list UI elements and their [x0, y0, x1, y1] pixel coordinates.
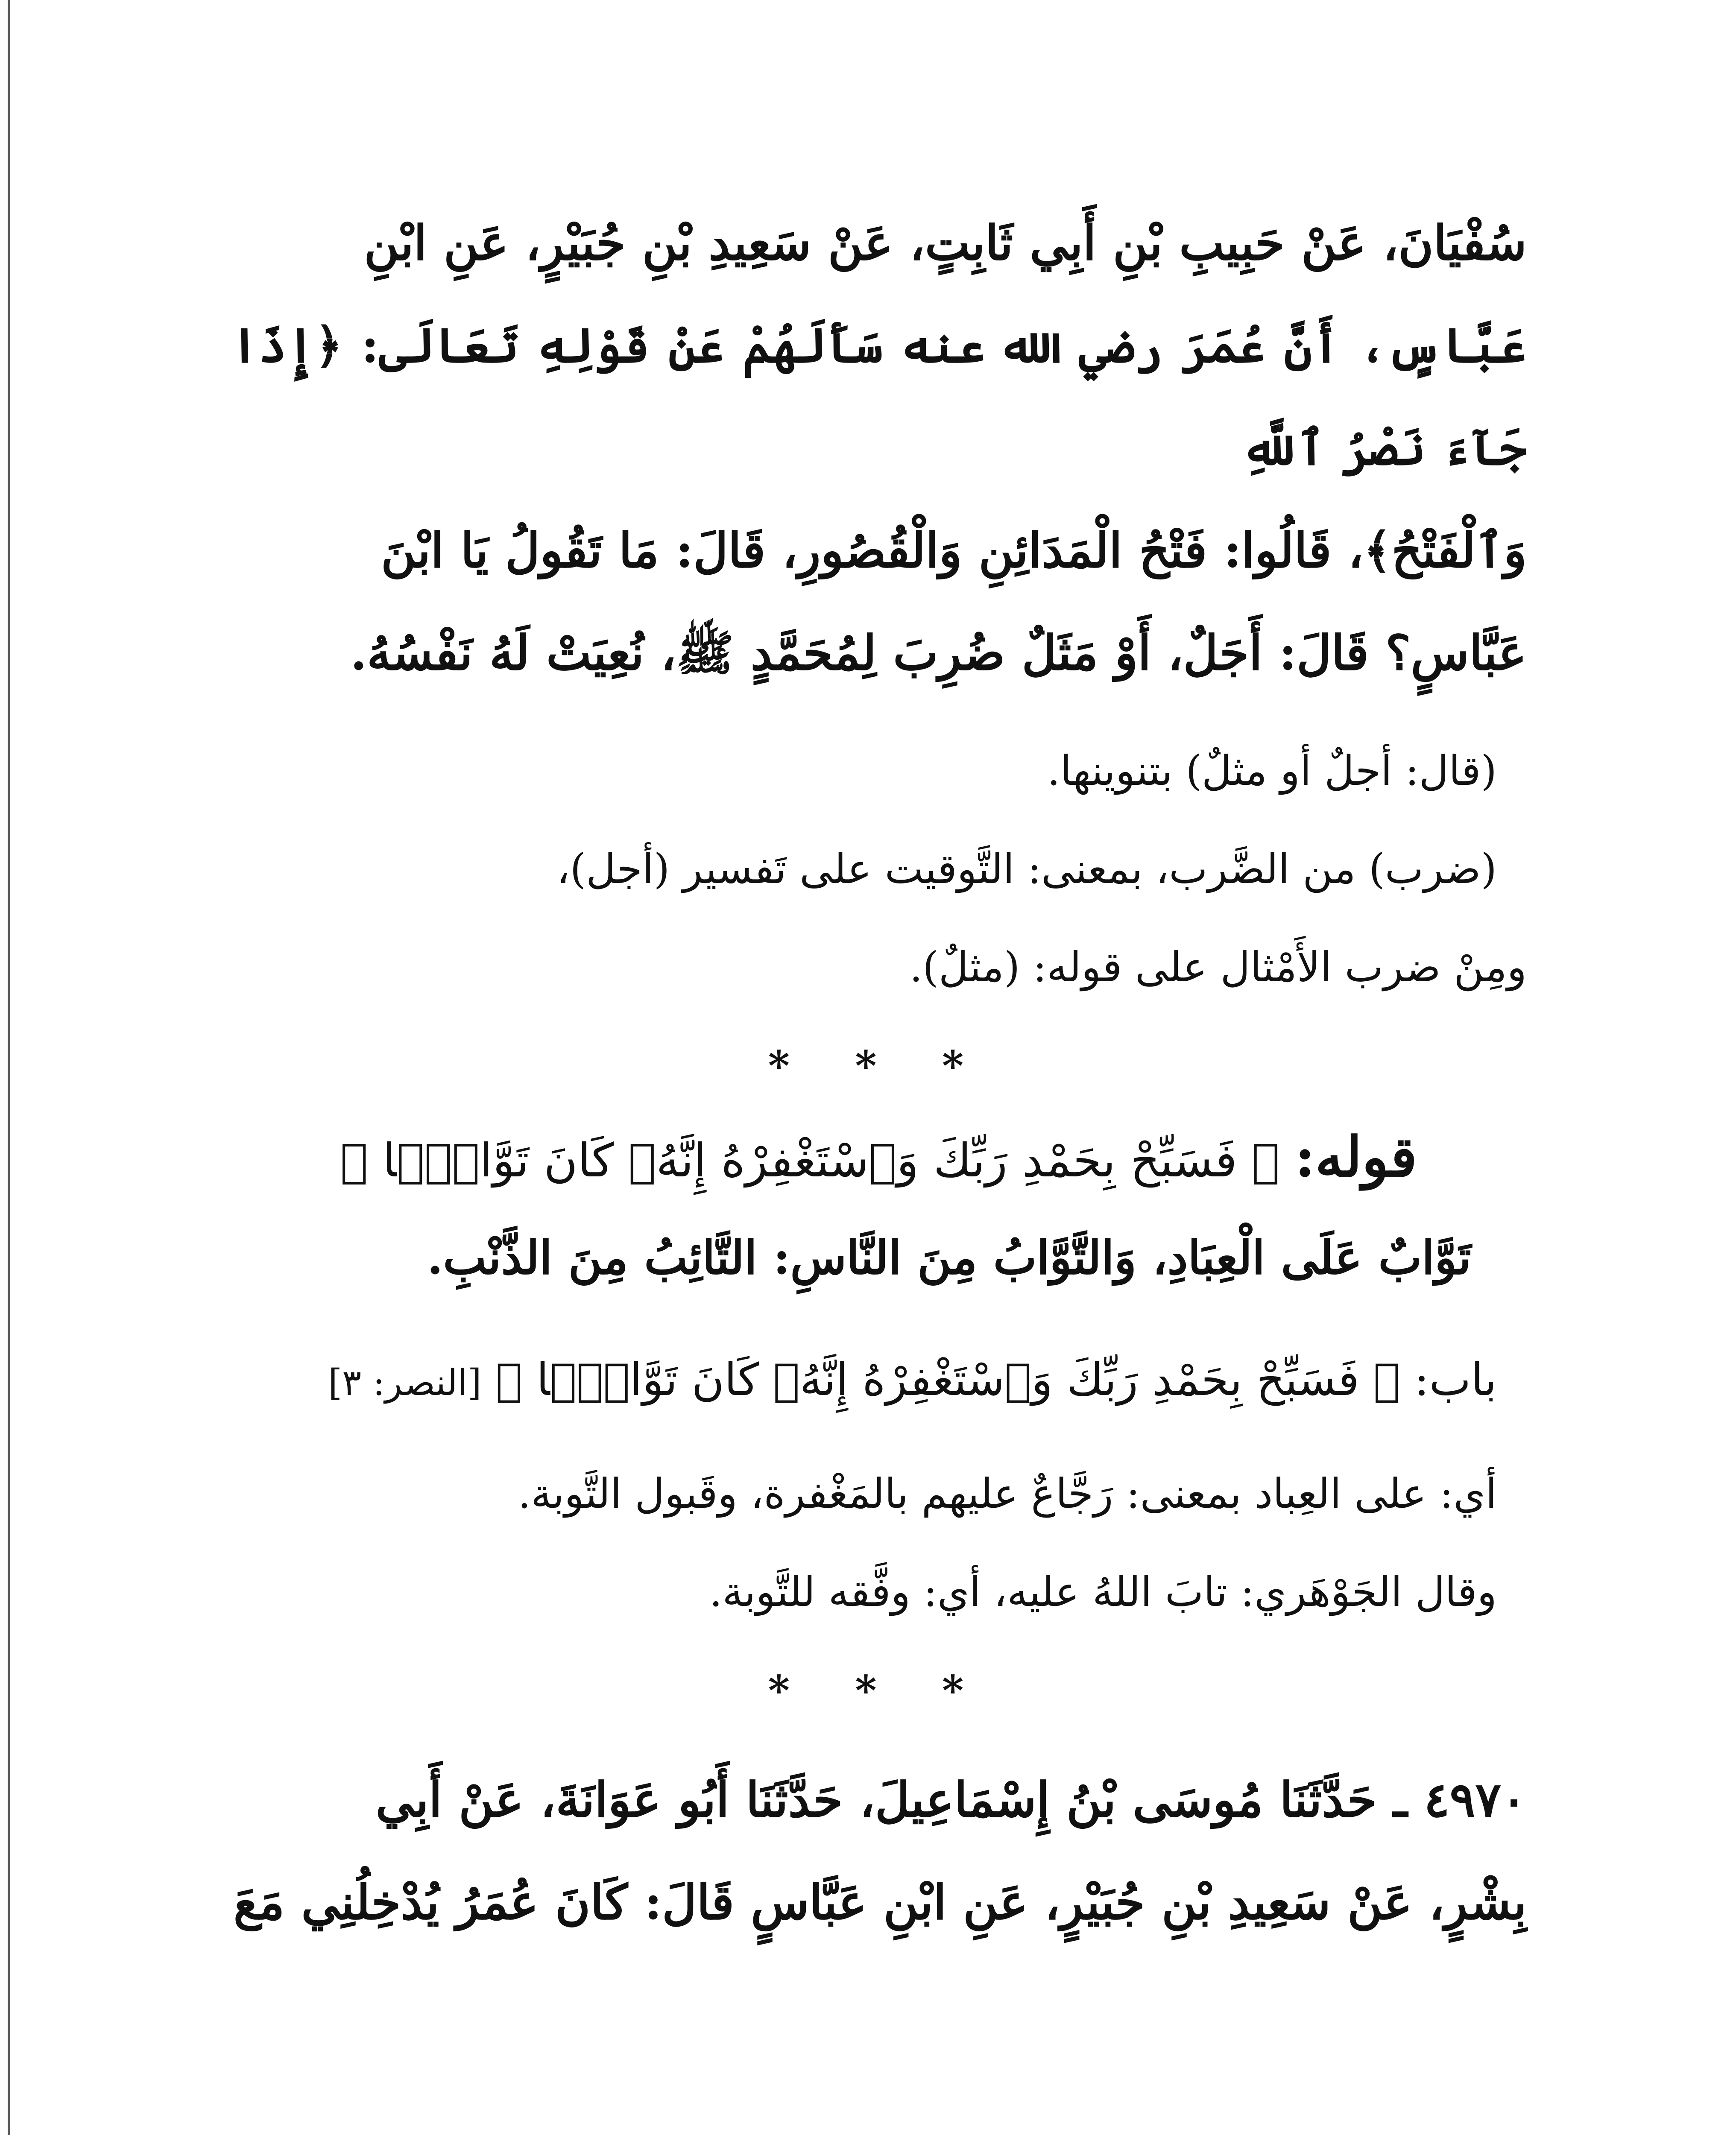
section-separator: * * *	[768, 1667, 989, 1715]
hadith-bottom-block	[231, 1749, 1527, 1954]
commentary-line: وقال الجَوْهَري: تابَ اللهُ عليه، أي: وفَّقه للتَّوبة.	[709, 1568, 1497, 1616]
page-binding-edge	[8, 0, 10, 2135]
hadith-line: ٤٩٧٠ ـ حَدَّثَنَا مُوسَى بْنُ إِسْمَاعِيلَ، حَدَّثَنَا أَبُو عَوَانَةَ، عَنْ أَبِي	[375, 1772, 1527, 1828]
hadith-top-block	[231, 192, 1527, 705]
hadith-line: بِشْرٍ، عَنْ سَعِيدِ بْنِ جُبَيْرٍ، عَنِ ابْنِ عَبَّاسٍ قَالَ: كَانَ عُمَرُ يُدْخِلُنِي مَعَ	[233, 1875, 1527, 1930]
chapter-reference: [النصر: ٣]	[328, 1362, 482, 1404]
verse-gloss: تَوَّابٌ عَلَى الْعِبَادِ، وَالتَّوَّابُ مِنَ النَّاسِ: التَّائِبُ مِنَ الذَّنْبِ.	[427, 1231, 1471, 1285]
hadith-line: سُفْيَانَ، عَنْ حَبِيبِ بْنِ أَبِي ثَابِتٍ، عَنْ سَعِيدِ بْنِ جُبَيْرٍ، عَنِ ابْنِ	[364, 215, 1527, 271]
verse-heading	[231, 1124, 1527, 1190]
chapter-verse: ﴿ فَسَبِّحْ بِحَمْدِ رَبِّكَ وَٱسْتَغْفِرْهُ إِنَّهُۥ كَانَ تَوَّابَۢا ﴾	[495, 1354, 1400, 1406]
heading-label: قوله:	[1294, 1124, 1417, 1190]
hadith-line: عَبَّاسٍ، أَنَّ عُمَرَ رضي الله عنه سَأَلَهُمْ عَنْ قَوْلِهِ تَعَالَى: ﴿إِذَا جَآءَ نَصْرُ ٱللَّهِ	[231, 318, 1527, 476]
heading-verse: ﴿ فَسَبِّحْ بِحَمْدِ رَبِّكَ وَٱسْتَغْفِرْهُ إِنَّهُۥ كَانَ تَوَّابَۢا ﴾	[340, 1134, 1279, 1187]
commentary-line: (قال: أجلٌ أو مثلٌ) بتنوينها.	[1047, 747, 1497, 795]
commentary-line: ومِنْ ضرب الأَمْثال على قوله: (مثلٌ).	[909, 943, 1527, 991]
commentary-top	[231, 722, 1527, 1016]
page-content	[231, 192, 1527, 1954]
commentary-middle	[231, 1445, 1527, 1641]
section-separator: * * *	[768, 1042, 989, 1090]
commentary-line: أي: على العِباد بمعنى: رَجَّاعٌ عليهم بالمَغْفرة، وقَبول التَّوبة.	[518, 1470, 1497, 1518]
hadith-line: عَبَّاسٍ؟ قَالَ: أَجَلٌ، أَوْ مَثَلٌ ضُرِبَ لِمُحَمَّدٍ ﷺ، نُعِيَتْ لَهُ نَفْسُهُ.	[350, 625, 1527, 681]
commentary-line: (ضرب) من الضَّرب، بمعنى: التَّوقيت على تَفسير (أجل)،	[556, 845, 1497, 893]
chapter-prefix: باب:	[1414, 1354, 1497, 1406]
chapter-line	[231, 1326, 1527, 1436]
hadith-line: وَٱلْفَتْحُ﴾، قَالُوا: فَتْحُ الْمَدَائِنِ وَالْقُصُورِ، قَالَ: مَا تَقُولُ يَا ابْنَ	[381, 523, 1527, 579]
